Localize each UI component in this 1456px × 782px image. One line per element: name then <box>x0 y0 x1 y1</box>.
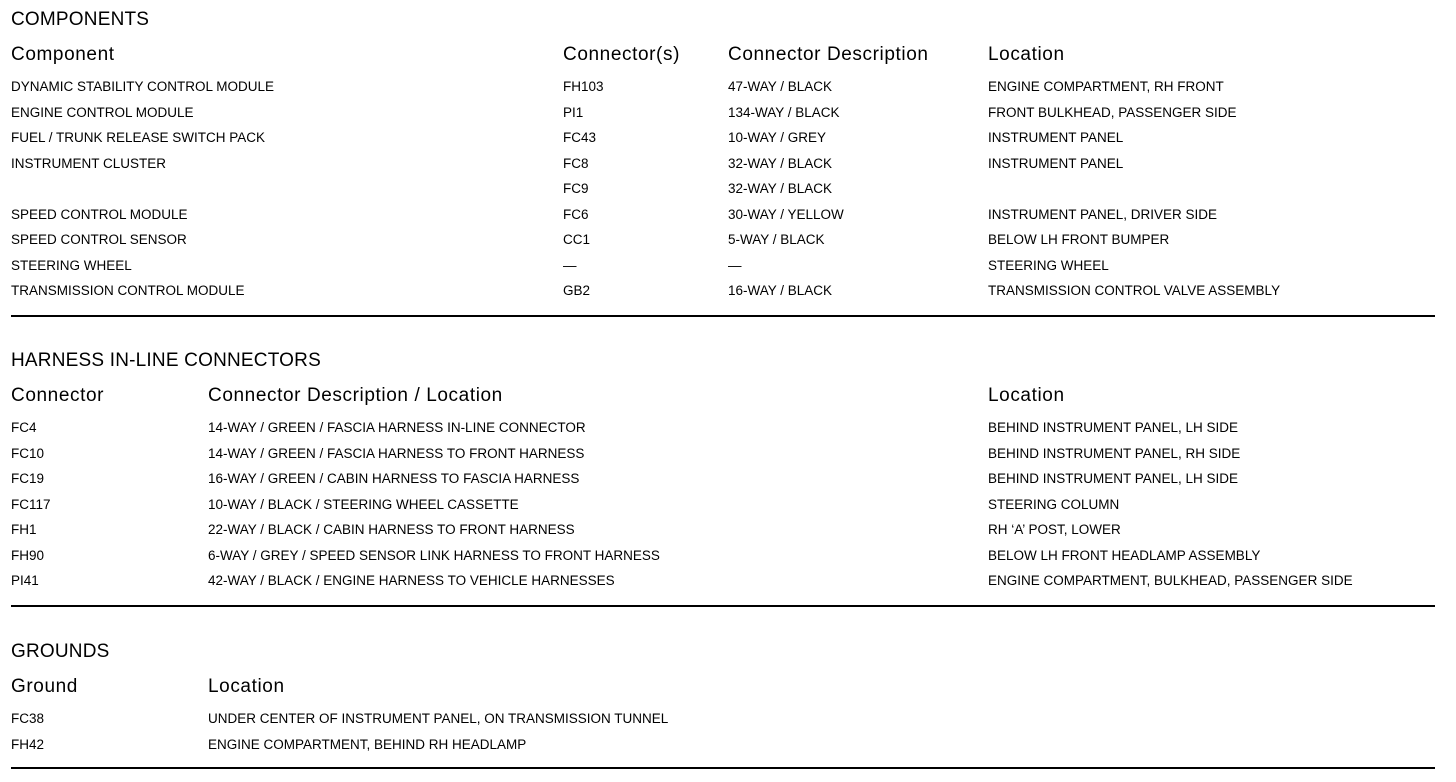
component-name: FUEL / TRUNK RELEASE SWITCH PACK <box>11 130 266 145</box>
component-name: SPEED CONTROL MODULE <box>11 206 188 222</box>
location: UNDER CENTER OF INSTRUMENT PANEL, ON TRANSMISSION TUNNEL <box>208 711 669 726</box>
harness-header-row <box>11 385 1435 411</box>
table-row <box>11 278 1435 304</box>
location: ENGINE COMPARTMENT, RH FRONT <box>988 79 1224 94</box>
connector-description: 30-WAY / YELLOW <box>728 206 844 222</box>
location: STEERING WHEEL <box>988 257 1109 273</box>
grounds-title: GROUNDS <box>11 641 110 662</box>
table-row <box>11 253 1435 279</box>
location: BEHIND INSTRUMENT PANEL, LH SIDE <box>988 420 1239 435</box>
ground-id: FH42 <box>11 736 45 752</box>
connector-description: 134-WAY / BLACK <box>728 104 840 120</box>
connector-id: FH1 <box>11 522 37 537</box>
section-divider <box>11 767 1435 769</box>
header-ground: Ground <box>11 676 78 697</box>
connector-description: 10-WAY / GREY <box>728 130 827 145</box>
components-header-row <box>11 44 1435 70</box>
connector-description: 16-WAY / GREEN / CABIN HARNESS TO FASCIA HARNESS <box>208 471 580 486</box>
component-name: INSTRUMENT CLUSTER <box>11 155 167 171</box>
connector-description: — <box>728 257 742 273</box>
table-row <box>11 441 1435 467</box>
harness-title: HARNESS IN-LINE CONNECTORS <box>11 350 321 371</box>
connector-description: 5-WAY / BLACK <box>728 232 825 247</box>
location: RH ‘A’ POST, LOWER <box>988 522 1121 537</box>
component-name: TRANSMISSION CONTROL MODULE <box>11 283 245 298</box>
connector-id: FC10 <box>11 445 45 461</box>
table-row <box>11 202 1435 228</box>
header-component: Component <box>11 44 115 65</box>
table-row <box>11 100 1435 126</box>
connector-id: — <box>563 257 577 273</box>
location: ENGINE COMPARTMENT, BEHIND RH HEADLAMP <box>208 736 527 752</box>
component-name: SPEED CONTROL SENSOR <box>11 232 187 247</box>
table-row <box>11 492 1435 518</box>
location: BEHIND INSTRUMENT PANEL, LH SIDE <box>988 471 1239 486</box>
header-connectors: Connector(s) <box>563 44 681 65</box>
connector-description: 32-WAY / BLACK <box>728 181 833 196</box>
connector-description: 47-WAY / BLACK <box>728 79 833 94</box>
connector-description: 42-WAY / BLACK / ENGINE HARNESS TO VEHICLE HARNESSES <box>208 573 615 588</box>
section-divider <box>11 605 1435 607</box>
harness-table-body <box>11 415 1435 594</box>
header-connector-description: Connector Description <box>728 44 929 65</box>
connector-id: FC4 <box>11 420 37 435</box>
harness-section <box>11 349 1435 594</box>
connector-id: FC19 <box>11 471 45 486</box>
component-name: DYNAMIC STABILITY CONTROL MODULE <box>11 79 275 94</box>
connector-description: 14-WAY / GREEN / FASCIA HARNESS TO FRONT HARNESS <box>208 445 585 461</box>
components-table-body <box>11 74 1435 304</box>
connector-id: FH103 <box>563 79 604 94</box>
connector-id: GB2 <box>563 283 591 298</box>
location: TRANSMISSION CONTROL VALVE ASSEMBLY <box>988 283 1281 298</box>
table-row <box>11 543 1435 569</box>
connector-description: 10-WAY / BLACK / STEERING WHEEL CASSETTE <box>208 496 519 512</box>
table-row <box>11 125 1435 151</box>
ground-id: FC38 <box>11 711 45 726</box>
grounds-section <box>11 640 1435 757</box>
location: INSTRUMENT PANEL, DRIVER SIDE <box>988 206 1218 222</box>
location: INSTRUMENT PANEL <box>988 155 1124 171</box>
connector-id: CC1 <box>563 232 591 247</box>
component-name: STEERING WHEEL <box>11 257 132 273</box>
connector-id: FH90 <box>11 547 45 563</box>
location: BELOW LH FRONT HEADLAMP ASSEMBLY <box>988 547 1261 563</box>
header-connector-description-location: Connector Description / Location <box>208 385 503 406</box>
connector-id: FC6 <box>563 206 589 222</box>
header-location: Location <box>988 44 1065 65</box>
connector-description: 32-WAY / BLACK <box>728 155 833 171</box>
component-name: ENGINE CONTROL MODULE <box>11 104 194 120</box>
table-row <box>11 415 1435 441</box>
location: BELOW LH FRONT BUMPER <box>988 232 1170 247</box>
grounds-table-body <box>11 706 1435 757</box>
table-row <box>11 227 1435 253</box>
header-location: Location <box>208 676 285 697</box>
header-location: Location <box>988 385 1065 406</box>
connector-description: 16-WAY / BLACK <box>728 283 833 298</box>
connector-id: FC9 <box>563 181 589 196</box>
connector-description: 14-WAY / GREEN / FASCIA HARNESS IN-LINE CONNECTOR <box>208 420 586 435</box>
section-divider <box>11 315 1435 317</box>
location: BEHIND INSTRUMENT PANEL, RH SIDE <box>988 445 1241 461</box>
location: INSTRUMENT PANEL <box>988 130 1124 145</box>
table-row <box>11 706 1435 732</box>
connector-id: PI1 <box>563 104 584 120</box>
location: FRONT BULKHEAD, PASSENGER SIDE <box>988 104 1237 120</box>
table-row <box>11 176 1435 202</box>
grounds-header-row <box>11 676 1435 702</box>
connector-id: FC43 <box>563 130 597 145</box>
connector-description: 6-WAY / GREY / SPEED SENSOR LINK HARNESS TO FRONT HARNESS <box>208 547 660 563</box>
table-row <box>11 732 1435 758</box>
connector-id: FC117 <box>11 496 51 512</box>
connector-id: FC8 <box>563 155 589 171</box>
table-row <box>11 151 1435 177</box>
table-row <box>11 568 1435 594</box>
components-title: COMPONENTS <box>11 9 150 30</box>
location: ENGINE COMPARTMENT, BULKHEAD, PASSENGER SIDE <box>988 573 1353 588</box>
header-connector: Connector <box>11 385 105 406</box>
connector-id: PI41 <box>11 573 39 588</box>
location: STEERING COLUMN <box>988 496 1120 512</box>
table-row <box>11 517 1435 543</box>
table-row <box>11 466 1435 492</box>
connector-description: 22-WAY / BLACK / CABIN HARNESS TO FRONT HARNESS <box>208 522 575 537</box>
table-row <box>11 74 1435 100</box>
components-section <box>11 8 1435 304</box>
